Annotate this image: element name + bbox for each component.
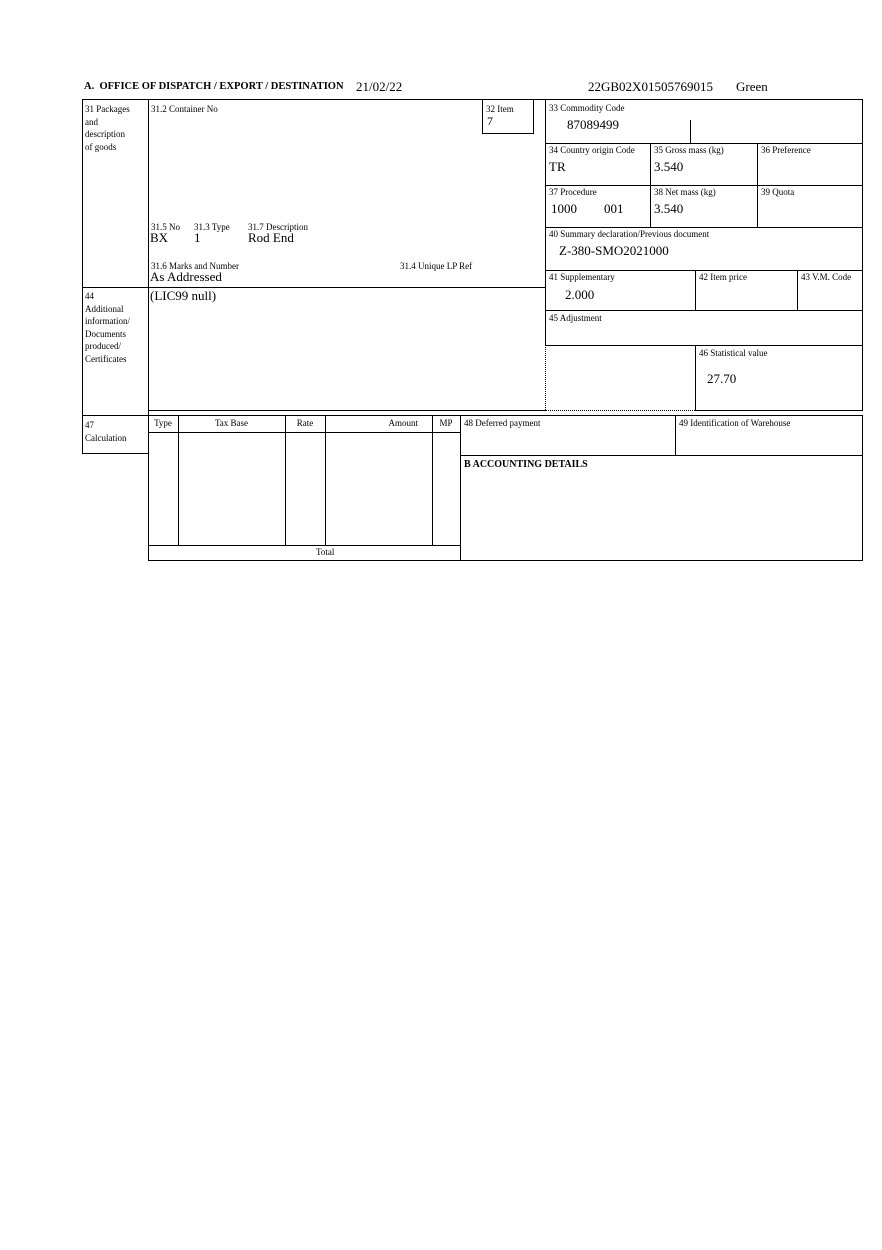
box40-bottom-border xyxy=(545,270,863,271)
box44-side-label-line: Documents xyxy=(85,328,126,339)
box31-side-label-line: 31 Packages xyxy=(85,104,130,114)
calc-col1-divider xyxy=(178,415,179,545)
calc-col-mp-header: MP xyxy=(439,418,453,428)
box32-bottom-border xyxy=(482,133,534,134)
row-41-bottom-border xyxy=(545,310,863,311)
item-price-label: 42 Item price xyxy=(699,272,747,282)
box32-left-border xyxy=(482,99,483,133)
net-mass-value: 3.540 xyxy=(654,201,684,216)
calc-col2-divider xyxy=(285,415,286,545)
box47-side-label xyxy=(85,419,147,444)
goods-description-label: 31.7 Description xyxy=(248,222,308,232)
form-top-edge xyxy=(82,99,863,100)
supplementary-units-label: 41 Supplementary xyxy=(549,272,615,282)
deferred-payment-label: 48 Deferred payment xyxy=(464,418,541,428)
country-origin-label: 34 Country origin Code xyxy=(549,145,635,155)
accounting-details-label: B ACCOUNTING DETAILS xyxy=(464,459,588,470)
left-column-bottom-border xyxy=(82,453,149,454)
center-divider xyxy=(545,99,546,345)
box44-bottom-border xyxy=(148,410,546,411)
box33-bottom-border xyxy=(545,143,863,144)
commodity-code-value: 87089499 xyxy=(567,117,619,132)
row-34-bottom-border xyxy=(545,185,863,186)
box46-left-border xyxy=(695,345,696,410)
left-column-left-border xyxy=(82,99,83,453)
country-origin-value: TR xyxy=(549,159,566,174)
col-41-42-divider xyxy=(695,270,696,310)
dispatch-date: 21/02/22 xyxy=(356,79,403,94)
gross-mass-label: 35 Gross mass (kg) xyxy=(654,145,724,155)
calc-table-right-border xyxy=(460,415,461,560)
calc-col3-divider xyxy=(325,415,326,545)
box44-side-label xyxy=(85,290,147,365)
summary-declaration-value: Z-380-SMO2021000 xyxy=(559,243,669,258)
box47-side-label-line: Calculation xyxy=(85,432,127,443)
box44-side-label-line: information/ xyxy=(85,316,130,326)
right-edge-upper xyxy=(862,99,863,410)
procedure-label: 37 Procedure xyxy=(549,187,597,197)
item-number-label: 32 Item xyxy=(486,104,514,114)
preference-label: 36 Preference xyxy=(761,145,811,155)
calc-total-top-border xyxy=(148,545,461,546)
adjustment-label: 45 Adjustment xyxy=(549,313,602,323)
box45-bottom-border xyxy=(545,345,863,346)
row-47-48-top-border xyxy=(82,415,863,416)
packages-type-value: 1 xyxy=(194,230,201,245)
packages-no-value: BX xyxy=(150,230,169,245)
box47-side-label-line: 47 xyxy=(85,420,94,430)
sad-form-grid xyxy=(82,99,864,561)
box31-side-label-line: description xyxy=(85,129,125,139)
right-edge-lower xyxy=(862,415,863,560)
calc-col-rate-header: Rate xyxy=(296,418,314,428)
commodity-code-label: 33 Commodity Code xyxy=(549,103,625,113)
calc-header-bottom-border xyxy=(148,432,461,433)
route-status: Green xyxy=(736,79,768,94)
procedure-value-main: 1000 xyxy=(551,201,577,216)
additional-information-value: (LIC99 null) xyxy=(150,288,217,303)
row-37-bottom-border xyxy=(545,227,863,228)
box44-side-label-line: Certificates xyxy=(85,353,127,364)
calc-col-taxbase-header: Tax Base xyxy=(214,418,249,428)
calc-total-label: Total xyxy=(316,547,335,557)
box31-side-label xyxy=(85,103,147,153)
marks-numbers-label: 31.6 Marks and Number xyxy=(151,261,239,271)
net-mass-label: 38 Net mass (kg) xyxy=(654,187,716,197)
vm-code-label: 43 V.M. Code xyxy=(801,272,852,282)
box48-49-bottom-border xyxy=(460,455,863,456)
unique-lp-ref-label: 31.4 Unique LP Ref xyxy=(400,261,473,271)
statistical-value-value: 27.70 xyxy=(707,371,737,386)
packages-type-label: 31.3 Type xyxy=(194,222,230,232)
box44-side-label-line: produced/ xyxy=(85,341,121,351)
section-a-title: A. OFFICE OF DISPATCH / EXPORT / DESTINATION xyxy=(84,81,344,92)
item-number-value: 7 xyxy=(487,114,493,128)
marks-numbers-value: As Addressed xyxy=(150,269,222,284)
box32-right-border xyxy=(533,99,534,133)
warehouse-id-label: 49 Identification of Warehouse xyxy=(679,418,791,428)
procedure-value-additional: 001 xyxy=(604,201,624,216)
statistical-value-label: 46 Statistical value xyxy=(699,348,768,358)
dotted-left-border xyxy=(545,345,546,410)
container-no-label: 31.2 Container No xyxy=(151,104,218,114)
dotted-bottom-border xyxy=(545,410,695,411)
quota-label: 39 Quota xyxy=(761,187,795,197)
box31-side-label-line: of goods xyxy=(85,141,117,152)
calc-col-amount-header: Amount xyxy=(388,418,418,428)
commodity-code-divider xyxy=(690,120,691,143)
summary-declaration-label: 40 Summary declaration/Previous document xyxy=(549,229,710,239)
form-bottom-edge xyxy=(148,560,863,561)
box44-side-label-line: 44 xyxy=(85,291,94,301)
goods-description-value: Rod End xyxy=(248,230,294,245)
calc-col4-divider xyxy=(432,415,433,545)
supplementary-units-value: 2.000 xyxy=(565,287,595,302)
calc-col-type-header: Type xyxy=(154,418,172,428)
box31-side-label-line: and xyxy=(85,116,98,127)
col-48-49-divider xyxy=(675,415,676,455)
gross-mass-value: 3.540 xyxy=(654,159,684,174)
box44-side-label-line: Additional xyxy=(85,303,124,314)
movement-reference-number: 22GB02X01505769015 xyxy=(588,79,713,94)
box46-bottom-border xyxy=(695,410,863,411)
left-column-right-border xyxy=(148,99,149,560)
col-42-43-divider xyxy=(797,270,798,310)
packages-no-label: 31.5 No xyxy=(151,222,180,232)
